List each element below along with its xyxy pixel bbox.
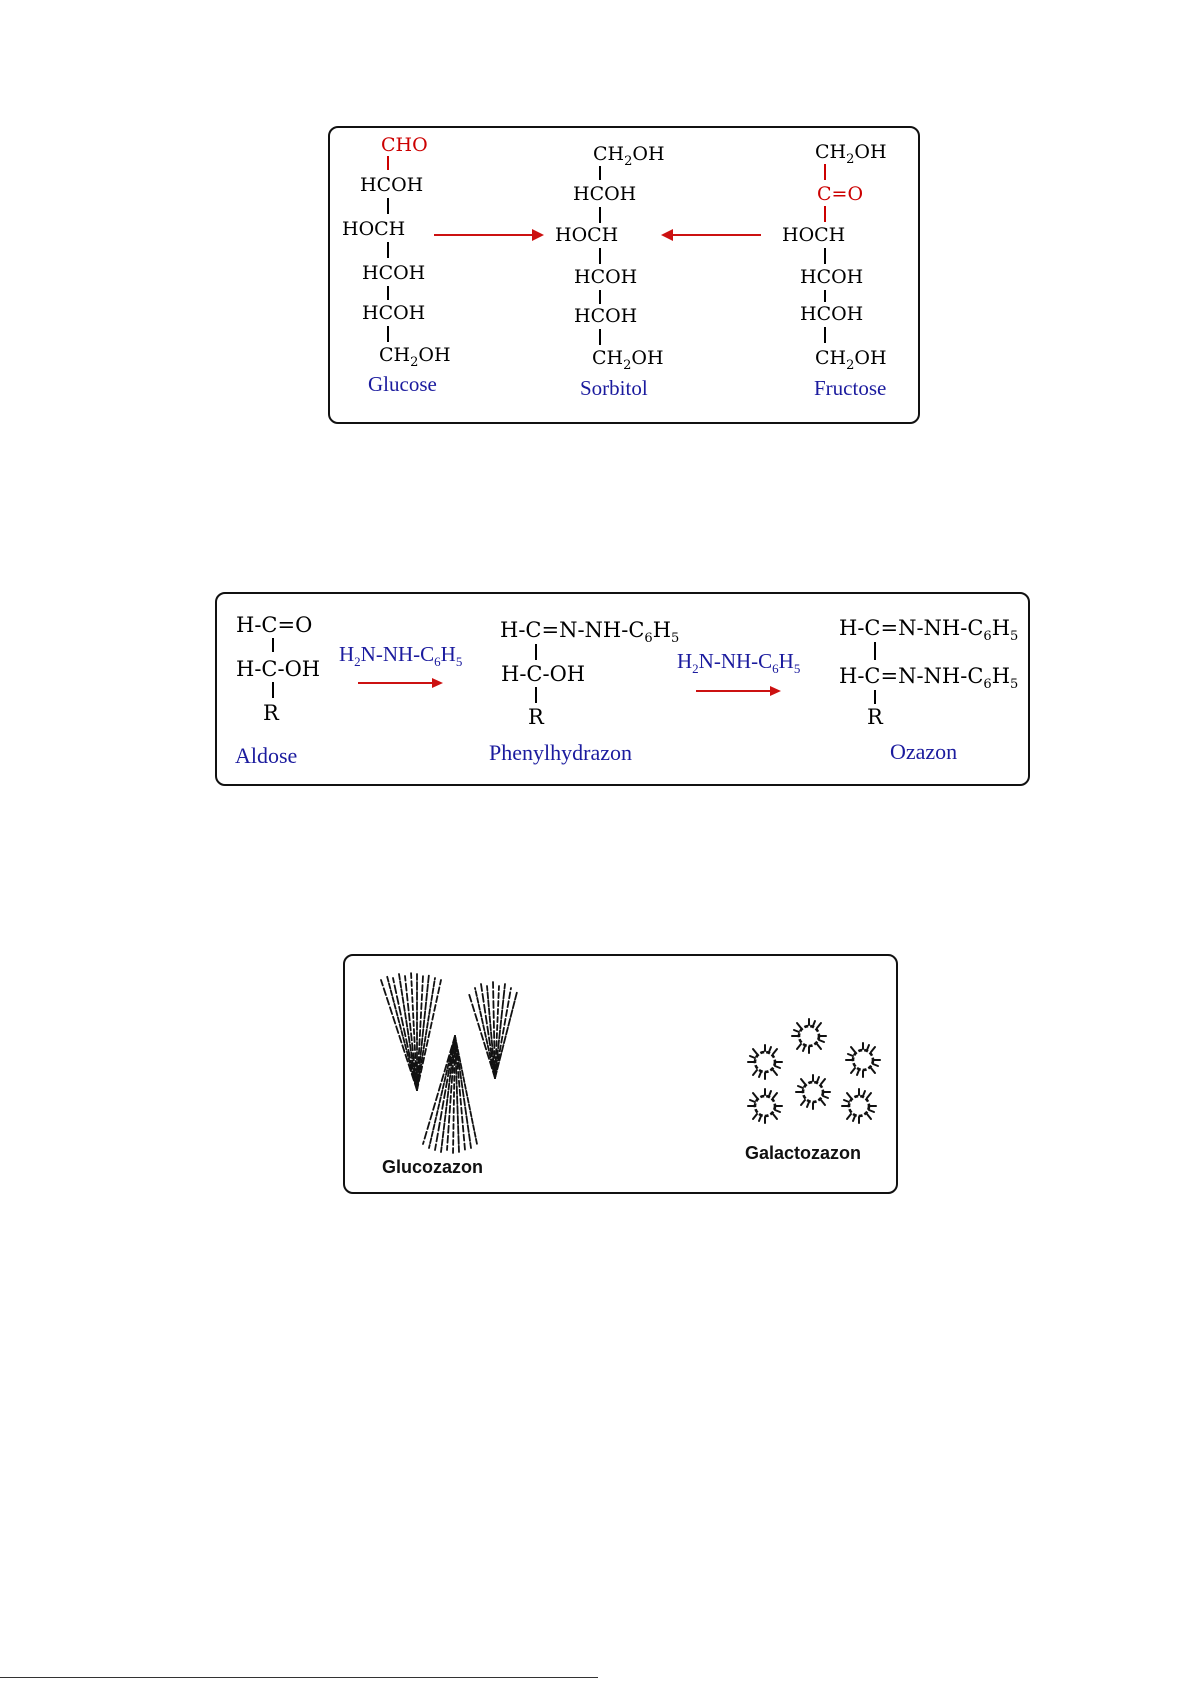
- glucose-c5: HCOH: [362, 302, 426, 324]
- bond: [387, 242, 389, 258]
- bond: [387, 156, 389, 170]
- aldose-label: Aldose: [235, 743, 298, 768]
- figure-osazone-reaction-panel: [215, 592, 1030, 786]
- phenylhydrazon-label: Phenylhydrazon: [489, 740, 632, 765]
- glucose-c6: $CH_2OH$: [379, 344, 451, 370]
- bond: [387, 286, 389, 300]
- sorbitol-c1: $CH_2OH$: [593, 143, 665, 169]
- bond: [824, 206, 826, 222]
- bond: [535, 687, 537, 703]
- fructose-c4: HCOH: [800, 266, 864, 288]
- fructose-label: Fructose: [814, 376, 887, 400]
- bond: [599, 207, 601, 223]
- phenylhydrazon-r: R: [528, 705, 544, 729]
- bond: [824, 164, 826, 180]
- fructose-c3: HOCH: [782, 224, 846, 246]
- bond: [272, 638, 274, 652]
- reagent-phenylhydrazine: $H_2N-NH-C_6H_5$: [339, 642, 463, 669]
- galactozazon-caption: Galactozazon: [745, 1143, 862, 1163]
- arrow-right-icon: [434, 228, 544, 242]
- ozazon-r: R: [867, 705, 883, 729]
- aldose-c2: H-C-OH: [236, 657, 321, 681]
- glucose-c2: HCOH: [360, 174, 424, 196]
- reagent-phenylhydrazine: $H_2N-NH-C_6H_5$: [677, 649, 801, 676]
- bond: [599, 329, 601, 345]
- bond: [824, 248, 826, 264]
- bond: [599, 290, 601, 304]
- phenylhydrazon-c1: $H-C=N-NH-C_6H_5$: [500, 618, 680, 646]
- bond: [874, 642, 876, 660]
- bond: [387, 326, 389, 342]
- ozazon-c1: $H-C=N-NH-C_6H_5$: [839, 616, 1019, 644]
- fructose-c1: $CH_2OH$: [815, 141, 887, 167]
- sorbitol-label: Sorbitol: [580, 376, 648, 400]
- bond: [824, 290, 826, 302]
- glucose-label: Glucose: [368, 372, 437, 396]
- ozazon-c2: $H-C=N-NH-C_6H_5$: [839, 664, 1019, 692]
- phenylhydrazon-c2: H-C-OH: [501, 662, 586, 686]
- fructose-keto-group: C=O: [817, 183, 864, 205]
- arrow-right-icon: [358, 677, 443, 689]
- bond: [387, 198, 389, 214]
- aldose-c1: H-C=O: [236, 613, 313, 637]
- bond: [535, 644, 537, 660]
- aldose-r: R: [263, 701, 279, 725]
- sorbitol-c6: $CH_2OH$: [592, 347, 664, 373]
- arrow-left-icon: [661, 228, 761, 242]
- fructose-c6: $CH_2OH$: [815, 347, 887, 373]
- bond: [874, 690, 876, 704]
- glucozazon-caption: Glucozazon: [382, 1157, 484, 1177]
- glucose-c4: HCOH: [362, 262, 426, 284]
- fructose-c5: HCOH: [800, 303, 864, 325]
- ozazon-label: Ozazon: [890, 739, 958, 764]
- bond: [599, 166, 601, 180]
- bond: [599, 248, 601, 264]
- bond: [272, 682, 274, 698]
- sorbitol-c2: HCOH: [573, 183, 637, 205]
- glucose-aldehyde-group: CHO: [381, 134, 428, 156]
- arrow-right-icon: [696, 685, 781, 697]
- sorbitol-c5: HCOH: [574, 305, 638, 327]
- figure-osazone-crystals-panel: [343, 954, 898, 1194]
- sorbitol-c3: HOCH: [555, 224, 619, 246]
- needle-crystal-sheaves-icon: [375, 966, 535, 1156]
- spiky-ball-crystals-icon: [735, 1016, 885, 1136]
- glucose-c3: HOCH: [342, 218, 406, 240]
- footnote-separator: [0, 1677, 598, 1678]
- figure-sugar-reduction-panel: [328, 126, 920, 424]
- bond: [824, 327, 826, 343]
- sorbitol-c4: HCOH: [574, 266, 638, 288]
